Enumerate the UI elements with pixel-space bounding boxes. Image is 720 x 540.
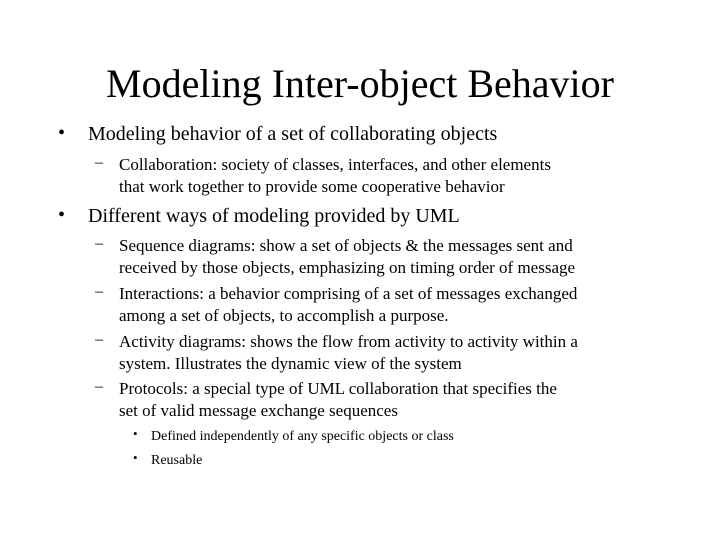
sub-subpoint-text: Reusable [151,453,203,468]
subpoint-line: Interactions: a behavior comprising of a set of messages exchanged [119,284,578,303]
slide-title: Modeling Inter-object Behavior [106,61,614,106]
dash-marker: – [95,378,103,395]
subpoint-line: Activity diagrams: shows the flow from activity to activity within a [119,332,578,351]
subpoint-text [119,154,551,198]
subpoint-text [119,331,578,375]
subpoint-line: that work together to provide some cooperative behavior [119,177,505,196]
dash-marker: – [95,235,103,252]
bullet-marker: • [58,204,66,226]
dash-marker: – [95,331,103,348]
bullet-marker: • [133,426,138,441]
subpoint-line: Sequence diagrams: show a set of objects & the messages sent and [119,236,573,255]
bullet-text: Different ways of modeling provided by UML [88,205,460,227]
subpoint-text [119,235,575,279]
bullet-marker: • [133,450,138,465]
subpoint-line: received by those objects, emphasizing on timing order of message [119,258,576,277]
bullet-text: Modeling behavior of a set of collaborating objects [88,123,498,145]
dash-marker: – [95,283,103,300]
dash-marker: – [95,154,103,171]
subpoint-text [119,378,557,422]
subpoint-line: among a set of objects, to accomplish a purpose. [119,306,449,325]
bullet-marker: • [58,122,66,144]
subpoint-line: system. Illustrates the dynamic view of the system [119,354,462,373]
subpoint-text [119,283,577,327]
subpoint-line: Collaboration: society of classes, interfaces, and other elements [119,155,551,174]
subpoint-line: Protocols: a special type of UML collaboration that specifies the [119,379,557,398]
subpoint-line: set of valid message exchange sequences [119,401,398,420]
sub-subpoint-text: Defined independently of any specific objects or class [151,429,454,444]
